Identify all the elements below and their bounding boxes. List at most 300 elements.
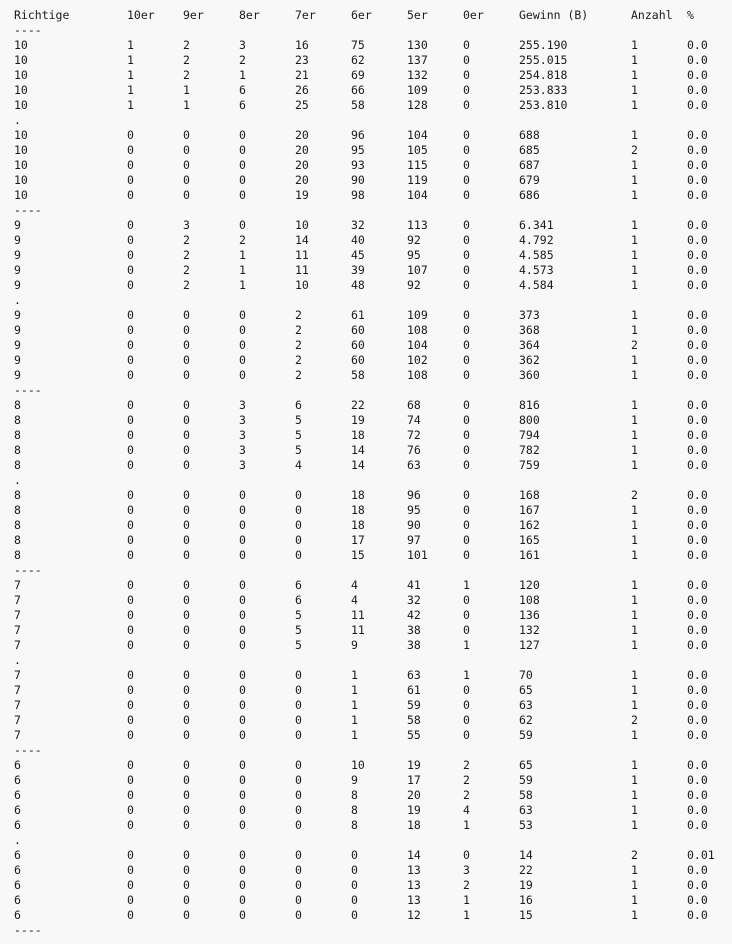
cell-anzahl: 1	[631, 788, 638, 802]
separator-text: .	[14, 653, 21, 667]
cell-5er: 63	[407, 668, 421, 682]
table-row	[0, 863, 732, 878]
cell-8er: 0	[239, 893, 246, 907]
cell-9er: 0	[183, 533, 190, 547]
cell-percent: 0.0	[687, 623, 708, 637]
cell-6er: 11	[351, 623, 365, 637]
cell-0er: 0	[463, 458, 470, 472]
cell-5er: 18	[407, 818, 421, 832]
cell-percent: 0.0	[687, 728, 708, 742]
cell-8er: 0	[239, 158, 246, 172]
cell-7er: 0	[295, 773, 302, 787]
cell-6er: 18	[351, 428, 365, 442]
table-row	[0, 638, 732, 653]
cell-10er: 0	[127, 263, 134, 277]
table-row	[0, 908, 732, 923]
cell-10er: 0	[127, 593, 134, 607]
cell-gewinn: 19	[519, 878, 533, 892]
cell-0er: 0	[463, 263, 470, 277]
cell-10er: 1	[127, 53, 134, 67]
cell-7er: 5	[295, 428, 302, 442]
cell-9er: 0	[183, 443, 190, 457]
cell-9er: 2	[183, 68, 190, 82]
cell-gewinn: 759	[519, 458, 540, 472]
dot-separator	[0, 293, 732, 308]
cell-richtige: 9	[14, 368, 21, 382]
cell-richtige: 10	[14, 128, 28, 142]
cell-gewinn: 254.818	[519, 68, 568, 82]
cell-9er: 3	[183, 218, 190, 232]
separator-text: ----	[14, 743, 42, 757]
cell-gewinn: 800	[519, 413, 540, 427]
cell-10er: 0	[127, 248, 134, 262]
cell-richtige: 6	[14, 863, 21, 877]
dash-separator	[0, 563, 732, 578]
header-cell-5er: 5er	[407, 8, 428, 22]
cell-richtige: 10	[14, 188, 28, 202]
cell-5er: 72	[407, 428, 421, 442]
cell-6er: 40	[351, 233, 365, 247]
cell-gewinn: 794	[519, 428, 540, 442]
table-row	[0, 368, 732, 383]
header-cell-6er: 6er	[351, 8, 372, 22]
cell-gewinn: 373	[519, 308, 540, 322]
cell-7er: 5	[295, 638, 302, 652]
cell-0er: 1	[463, 818, 470, 832]
cell-anzahl: 2	[631, 848, 638, 862]
cell-8er: 0	[239, 848, 246, 862]
cell-gewinn: 22	[519, 863, 533, 877]
cell-0er: 0	[463, 278, 470, 292]
cell-9er: 0	[183, 353, 190, 367]
table-row	[0, 413, 732, 428]
cell-7er: 20	[295, 173, 309, 187]
cell-9er: 0	[183, 548, 190, 562]
cell-7er: 21	[295, 68, 309, 82]
cell-richtige: 6	[14, 773, 21, 787]
cell-percent: 0.0	[687, 578, 708, 592]
cell-anzahl: 1	[631, 38, 638, 52]
cell-7er: 0	[295, 668, 302, 682]
cell-richtige: 10	[14, 143, 28, 157]
cell-gewinn: 685	[519, 143, 540, 157]
cell-anzahl: 1	[631, 518, 638, 532]
cell-5er: 119	[407, 173, 428, 187]
cell-0er: 2	[463, 773, 470, 787]
cell-9er: 0	[183, 428, 190, 442]
cell-7er: 0	[295, 728, 302, 742]
cell-8er: 0	[239, 713, 246, 727]
cell-richtige: 9	[14, 263, 21, 277]
cell-6er: 18	[351, 503, 365, 517]
cell-9er: 0	[183, 488, 190, 502]
cell-10er: 0	[127, 728, 134, 742]
cell-percent: 0.0	[687, 713, 708, 727]
cell-5er: 102	[407, 353, 428, 367]
cell-6er: 11	[351, 608, 365, 622]
cell-0er: 0	[463, 338, 470, 352]
cell-10er: 0	[127, 788, 134, 802]
cell-9er: 1	[183, 83, 190, 97]
cell-5er: 115	[407, 158, 428, 172]
cell-6er: 0	[351, 848, 358, 862]
cell-8er: 0	[239, 518, 246, 532]
cell-7er: 0	[295, 758, 302, 772]
cell-10er: 0	[127, 893, 134, 907]
cell-gewinn: 253.810	[519, 98, 568, 112]
cell-9er: 2	[183, 278, 190, 292]
cell-anzahl: 1	[631, 128, 638, 142]
cell-9er: 2	[183, 53, 190, 67]
cell-richtige: 9	[14, 278, 21, 292]
cell-0er: 2	[463, 878, 470, 892]
cell-0er: 0	[463, 443, 470, 457]
cell-9er: 0	[183, 893, 190, 907]
cell-5er: 92	[407, 278, 421, 292]
cell-percent: 0.0	[687, 38, 708, 52]
cell-gewinn: 4.792	[519, 233, 554, 247]
cell-anzahl: 1	[631, 368, 638, 382]
cell-9er: 0	[183, 593, 190, 607]
cell-richtige: 10	[14, 158, 28, 172]
cell-percent: 0.0	[687, 683, 708, 697]
header-cell-10er: 10er	[127, 8, 155, 22]
cell-0er: 1	[463, 638, 470, 652]
cell-richtige: 7	[14, 668, 21, 682]
cell-5er: 76	[407, 443, 421, 457]
cell-10er: 0	[127, 518, 134, 532]
cell-6er: 58	[351, 98, 365, 112]
cell-10er: 1	[127, 83, 134, 97]
dash-separator	[0, 203, 732, 218]
cell-richtige: 6	[14, 818, 21, 832]
cell-anzahl: 1	[631, 188, 638, 202]
cell-0er: 0	[463, 53, 470, 67]
cell-0er: 0	[463, 68, 470, 82]
table-row	[0, 503, 732, 518]
cell-10er: 0	[127, 668, 134, 682]
dash-separator	[0, 743, 732, 758]
cell-gewinn: 62	[519, 713, 533, 727]
cell-0er: 0	[463, 608, 470, 622]
cell-richtige: 10	[14, 68, 28, 82]
cell-7er: 14	[295, 233, 309, 247]
cell-richtige: 7	[14, 608, 21, 622]
cell-10er: 0	[127, 548, 134, 562]
cell-5er: 38	[407, 623, 421, 637]
cell-percent: 0.0	[687, 863, 708, 877]
cell-9er: 0	[183, 683, 190, 697]
cell-7er: 25	[295, 98, 309, 112]
table-row	[0, 668, 732, 683]
cell-percent: 0.0	[687, 608, 708, 622]
cell-anzahl: 1	[631, 638, 638, 652]
cell-10er: 0	[127, 143, 134, 157]
header-cell-gewinn: Gewinn (B)	[519, 8, 589, 22]
cell-7er: 2	[295, 323, 302, 337]
cell-gewinn: 58	[519, 788, 533, 802]
cell-8er: 3	[239, 398, 246, 412]
cell-6er: 90	[351, 173, 365, 187]
cell-9er: 0	[183, 608, 190, 622]
cell-7er: 2	[295, 353, 302, 367]
cell-5er: 42	[407, 608, 421, 622]
cell-percent: 0.0	[687, 368, 708, 382]
table-row	[0, 218, 732, 233]
table-row	[0, 278, 732, 293]
cell-9er: 0	[183, 323, 190, 337]
cell-10er: 0	[127, 908, 134, 922]
cell-anzahl: 1	[631, 458, 638, 472]
cell-gewinn: 167	[519, 503, 540, 517]
dash-separator	[0, 23, 732, 38]
cell-7er: 10	[295, 218, 309, 232]
cell-6er: 18	[351, 518, 365, 532]
cell-percent: 0.0	[687, 503, 708, 517]
table-row	[0, 608, 732, 623]
cell-0er: 0	[463, 38, 470, 52]
cell-6er: 75	[351, 38, 365, 52]
cell-10er: 1	[127, 38, 134, 52]
dot-separator	[0, 653, 732, 668]
cell-percent: 0.0	[687, 698, 708, 712]
cell-10er: 0	[127, 863, 134, 877]
cell-5er: 13	[407, 863, 421, 877]
cell-richtige: 9	[14, 233, 21, 247]
cell-anzahl: 1	[631, 668, 638, 682]
cell-9er: 0	[183, 338, 190, 352]
cell-6er: 14	[351, 443, 365, 457]
cell-9er: 1	[183, 98, 190, 112]
cell-7er: 0	[295, 698, 302, 712]
cell-5er: 59	[407, 698, 421, 712]
cell-gewinn: 53	[519, 818, 533, 832]
separator-text: ----	[14, 23, 42, 37]
cell-5er: 104	[407, 188, 428, 202]
cell-8er: 0	[239, 323, 246, 337]
cell-anzahl: 1	[631, 263, 638, 277]
cell-7er: 5	[295, 623, 302, 637]
cell-5er: 128	[407, 98, 428, 112]
table-row	[0, 353, 732, 368]
cell-0er: 0	[463, 413, 470, 427]
cell-anzahl: 1	[631, 83, 638, 97]
cell-richtige: 8	[14, 458, 21, 472]
cell-6er: 93	[351, 158, 365, 172]
cell-6er: 0	[351, 893, 358, 907]
cell-gewinn: 360	[519, 368, 540, 382]
cell-percent: 0.0	[687, 143, 708, 157]
cell-10er: 0	[127, 428, 134, 442]
cell-10er: 0	[127, 638, 134, 652]
dash-separator	[0, 923, 732, 938]
cell-anzahl: 1	[631, 428, 638, 442]
table-row	[0, 233, 732, 248]
cell-8er: 0	[239, 368, 246, 382]
cell-8er: 3	[239, 413, 246, 427]
cell-7er: 0	[295, 893, 302, 907]
cell-percent: 0.0	[687, 668, 708, 682]
cell-richtige: 7	[14, 623, 21, 637]
cell-anzahl: 1	[631, 863, 638, 877]
cell-0er: 2	[463, 788, 470, 802]
cell-8er: 0	[239, 758, 246, 772]
cell-0er: 1	[463, 893, 470, 907]
cell-gewinn: 782	[519, 443, 540, 457]
cell-10er: 1	[127, 68, 134, 82]
cell-0er: 0	[463, 158, 470, 172]
cell-10er: 0	[127, 803, 134, 817]
cell-7er: 0	[295, 848, 302, 862]
cell-anzahl: 1	[631, 278, 638, 292]
cell-10er: 0	[127, 368, 134, 382]
cell-7er: 0	[295, 488, 302, 502]
cell-anzahl: 2	[631, 488, 638, 502]
cell-8er: 2	[239, 53, 246, 67]
table-row	[0, 848, 732, 863]
table-row	[0, 263, 732, 278]
cell-richtige: 8	[14, 548, 21, 562]
dash-separator	[0, 383, 732, 398]
cell-gewinn: 14	[519, 848, 533, 862]
cell-5er: 97	[407, 533, 421, 547]
cell-richtige: 9	[14, 248, 21, 262]
cell-10er: 0	[127, 578, 134, 592]
cell-7er: 5	[295, 608, 302, 622]
cell-percent: 0.0	[687, 458, 708, 472]
cell-richtige: 7	[14, 683, 21, 697]
cell-9er: 0	[183, 803, 190, 817]
table-row	[0, 758, 732, 773]
cell-percent: 0.0	[687, 98, 708, 112]
cell-9er: 2	[183, 233, 190, 247]
cell-7er: 26	[295, 83, 309, 97]
cell-9er: 2	[183, 263, 190, 277]
table-row	[0, 338, 732, 353]
cell-anzahl: 1	[631, 248, 638, 262]
table-row	[0, 893, 732, 908]
cell-richtige: 8	[14, 518, 21, 532]
cell-7er: 20	[295, 128, 309, 142]
table-row	[0, 188, 732, 203]
header-cell-percent: %	[687, 8, 694, 22]
header-cell-anzahl: Anzahl	[631, 8, 673, 22]
cell-richtige: 8	[14, 443, 21, 457]
cell-10er: 0	[127, 308, 134, 322]
cell-7er: 6	[295, 398, 302, 412]
cell-percent: 0.0	[687, 803, 708, 817]
cell-6er: 61	[351, 308, 365, 322]
cell-0er: 0	[463, 248, 470, 262]
cell-9er: 0	[183, 368, 190, 382]
cell-0er: 0	[463, 548, 470, 562]
separator-text: .	[14, 833, 21, 847]
cell-7er: 2	[295, 338, 302, 352]
cell-gewinn: 65	[519, 758, 533, 772]
cell-0er: 1	[463, 908, 470, 922]
cell-7er: 0	[295, 863, 302, 877]
cell-5er: 38	[407, 638, 421, 652]
cell-10er: 0	[127, 443, 134, 457]
cell-9er: 0	[183, 398, 190, 412]
cell-0er: 2	[463, 758, 470, 772]
cell-8er: 0	[239, 728, 246, 742]
cell-anzahl: 1	[631, 908, 638, 922]
table-row	[0, 698, 732, 713]
cell-percent: 0.0	[687, 878, 708, 892]
cell-anzahl: 1	[631, 533, 638, 547]
separator-text: .	[14, 113, 21, 127]
cell-richtige: 6	[14, 803, 21, 817]
cell-7er: 0	[295, 818, 302, 832]
cell-5er: 63	[407, 458, 421, 472]
cell-gewinn: 168	[519, 488, 540, 502]
cell-5er: 108	[407, 323, 428, 337]
cell-richtige: 6	[14, 758, 21, 772]
cell-9er: 0	[183, 878, 190, 892]
cell-8er: 0	[239, 623, 246, 637]
cell-8er: 0	[239, 578, 246, 592]
cell-richtige: 6	[14, 908, 21, 922]
cell-10er: 0	[127, 413, 134, 427]
cell-richtige: 10	[14, 173, 28, 187]
cell-7er: 0	[295, 878, 302, 892]
cell-percent: 0.0	[687, 83, 708, 97]
cell-richtige: 8	[14, 428, 21, 442]
cell-5er: 96	[407, 488, 421, 502]
cell-9er: 0	[183, 173, 190, 187]
cell-richtige: 8	[14, 398, 21, 412]
cell-8er: 0	[239, 548, 246, 562]
cell-6er: 98	[351, 188, 365, 202]
cell-6er: 18	[351, 488, 365, 502]
separator-text: ----	[14, 563, 42, 577]
cell-10er: 0	[127, 353, 134, 367]
cell-gewinn: 162	[519, 518, 540, 532]
cell-percent: 0.0	[687, 518, 708, 532]
cell-percent: 0.01	[687, 848, 715, 862]
separator-text: ----	[14, 923, 42, 937]
cell-5er: 101	[407, 548, 428, 562]
cell-gewinn: 132	[519, 623, 540, 637]
cell-9er: 0	[183, 848, 190, 862]
cell-0er: 3	[463, 863, 470, 877]
cell-5er: 130	[407, 38, 428, 52]
cell-percent: 0.0	[687, 593, 708, 607]
cell-percent: 0.0	[687, 638, 708, 652]
table-row	[0, 323, 732, 338]
cell-8er: 0	[239, 818, 246, 832]
cell-gewinn: 120	[519, 578, 540, 592]
cell-0er: 1	[463, 668, 470, 682]
cell-anzahl: 1	[631, 308, 638, 322]
cell-richtige: 8	[14, 503, 21, 517]
cell-percent: 0.0	[687, 338, 708, 352]
cell-7er: 11	[295, 248, 309, 262]
cell-richtige: 6	[14, 878, 21, 892]
cell-6er: 60	[351, 353, 365, 367]
cell-richtige: 9	[14, 308, 21, 322]
cell-9er: 0	[183, 578, 190, 592]
cell-9er: 0	[183, 728, 190, 742]
cell-percent: 0.0	[687, 158, 708, 172]
cell-percent: 0.0	[687, 323, 708, 337]
cell-8er: 1	[239, 68, 246, 82]
cell-7er: 19	[295, 188, 309, 202]
cell-7er: 5	[295, 443, 302, 457]
cell-percent: 0.0	[687, 413, 708, 427]
cell-5er: 32	[407, 593, 421, 607]
